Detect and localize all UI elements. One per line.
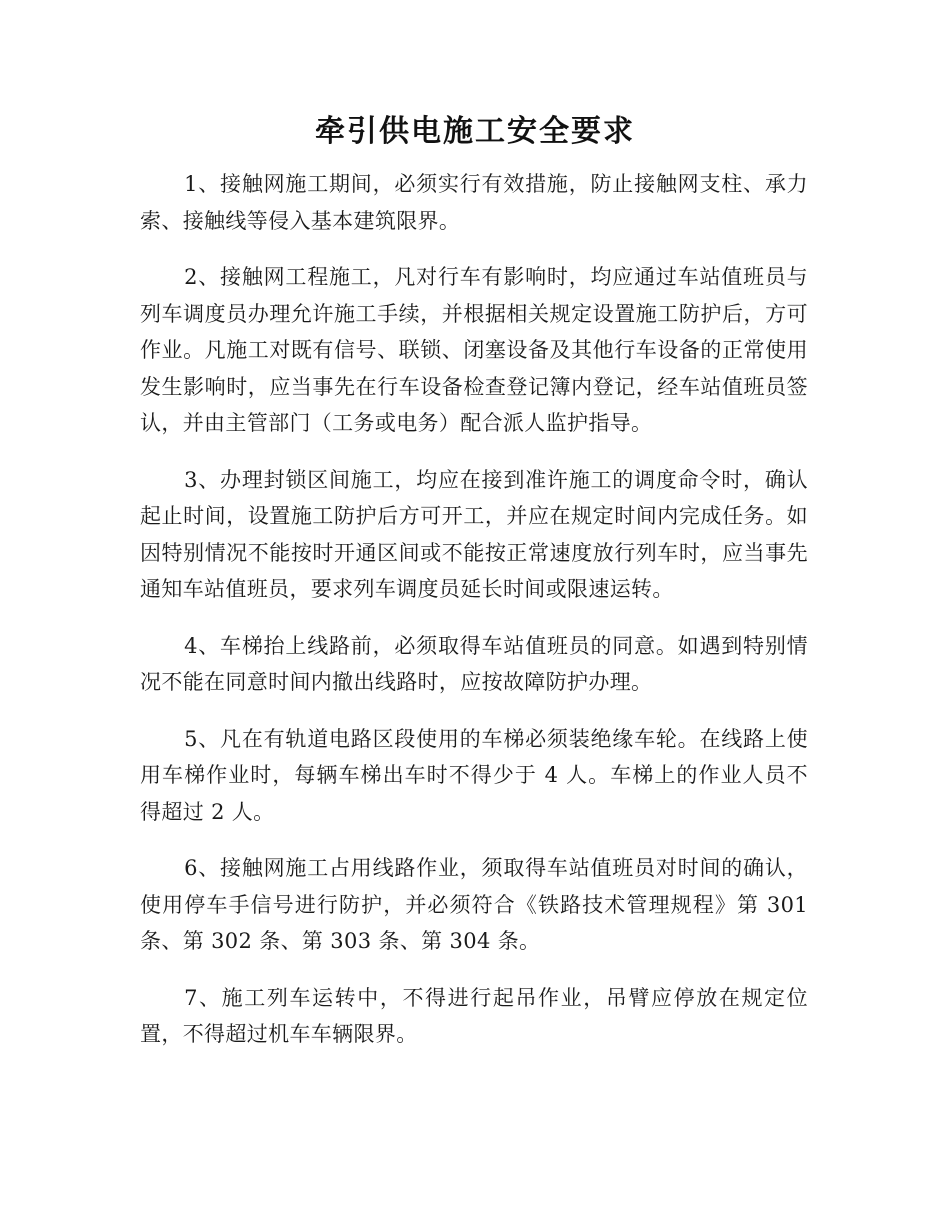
paragraph-7: 7、施工列车运转中，不得进行起吊作业，吊臂应停放在规定位置，不得超过机车车辆限界。 [140,985,808,1046]
paragraph-3: 3、办理封锁区间施工，均应在接到准许施工的调度命令时，确认起止时间，设置施工防护后方可开工，并应在规定时间内完成任务。如因特别情况不能按时开通区间或不能按正常速度放行列车时，应当事先通知车站值班员，要求列车调度员延长时间或限速运转。 [140,467,808,601]
paragraph-4: 4、车梯抬上线路前，必须取得车站值班员的同意。如遇到特别情况不能在同意时间内撤出线路时，应按故障防护办理。 [140,633,808,694]
paragraph-2: 2、接触网工程施工，凡对行车有影响时，均应通过车站值班员与列车调度员办理允许施工手续，并根据相关规定设置施工防护后，方可作业。凡施工对既有信号、联锁、闭塞设备及其他行车设备的正常使用发生影响时，应当事先在行车设备检查登记簿内登记，经车站值班员签认，并由主管部门（工务或电务）配合派人监护指导。 [140,265,808,435]
paragraph-1: 1、接触网施工期间，必须实行有效措施，防止接触网支柱、承力索、接触线等侵入基本建筑限界。 [140,172,808,233]
document-body [140,166,808,1073]
paragraph-6: 6、接触网施工占用线路作业，须取得车站值班员对时间的确认，使用停车手信号进行防护，并必须符合《铁路技术管理规程》第 301 条、第 302 条、第 303 条、第 304 条。 [140,856,808,953]
paragraph-5: 5、凡在有轨道电路区段使用的车梯必须装绝缘车轮。在线路上使用车梯作业时，每辆车梯出车时不得少于 4 人。车梯上的作业人员不得超过 2 人。 [140,726,808,824]
document-title: 牵引供电施工安全要求 [315,114,635,149]
